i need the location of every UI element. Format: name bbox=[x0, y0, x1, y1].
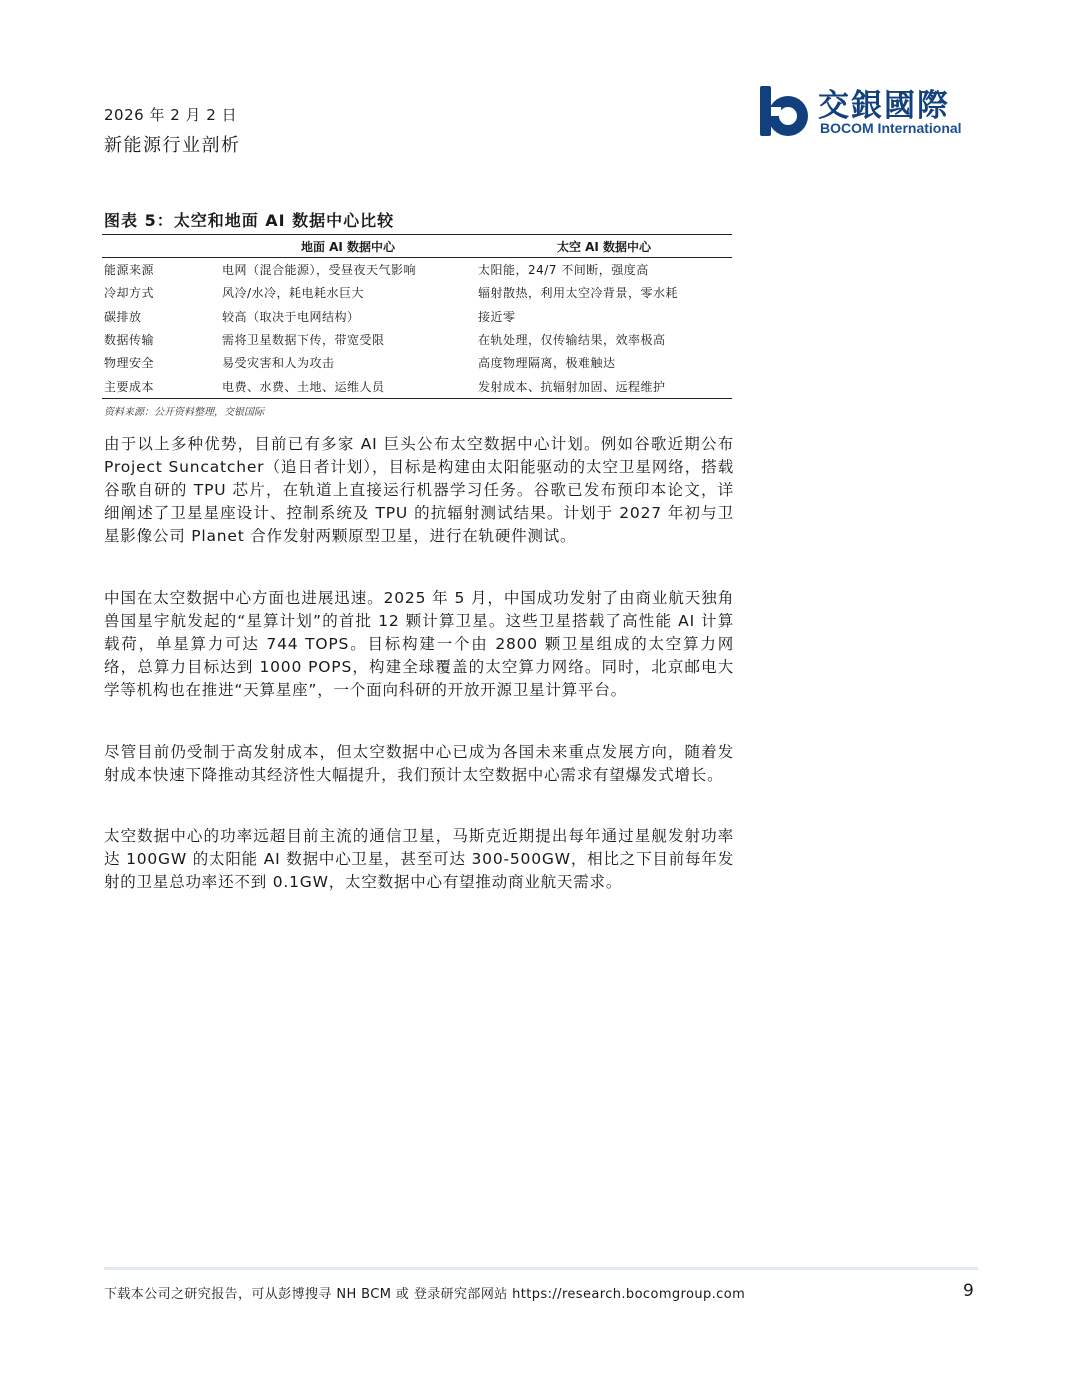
table-cell-space: 发射成本、抗辐射加固、远程维护 bbox=[476, 374, 732, 398]
report-title: 新能源行业剖析 bbox=[104, 135, 241, 156]
table-row bbox=[102, 351, 732, 374]
figure-title: 图表 5：太空和地面 AI 数据中心比较 bbox=[104, 211, 395, 230]
page-number: 9 bbox=[963, 1281, 974, 1301]
table-cell-ground: 电网（混合能源），受昼夜天气影响 bbox=[222, 263, 417, 278]
table-cell-category: 数据传输 bbox=[104, 333, 155, 348]
table-header-category bbox=[102, 235, 220, 258]
table-cell-ground: 风冷/水冷，耗电耗水巨大 bbox=[222, 286, 365, 301]
table-row bbox=[102, 328, 732, 351]
table-header-ground: 地面 AI 数据中心 bbox=[220, 235, 476, 258]
table-cell-space: 在轨处理，仅传输结果，效率极高 bbox=[478, 333, 666, 348]
table-cell-category: 能源来源 bbox=[104, 263, 155, 278]
body-paragraph-1: 由于以上多种优势，目前已有多家 AI 巨头公布太空数据中心计划。例如谷歌近期公布 Project Suncatcher（追日者计划），目标是构建由太阳能驱动的太空卫星网络，搭载谷歌自研的 TPU 芯片，在轨道上直接运行机器学习任务。谷歌已发布预印本论文，详细阐述了卫星星座设计、控制系统及 TPU 的抗辐射测试结果。计划于 2027 年初与卫星影像公司 Planet 合作发射两颗原型卫星，进行在轨硬件测试。 bbox=[104, 435, 734, 545]
body-paragraph-4: 太空数据中心的功率远超目前主流的通信卫星，马斯克近期提出每年通过星舰发射功率达 100GW 的太阳能 AI 数据中心卫星，甚至可达 300-500GW，相比之下目前每年发射的卫星总功率还不到 0.1GW，太空数据中心有望推动商业航天需求。 bbox=[104, 827, 734, 891]
table-cell-category: 物理安全 bbox=[104, 356, 155, 371]
logo-chinese-name: 交銀國際 bbox=[818, 88, 950, 124]
comparison-table bbox=[102, 234, 732, 399]
table-row bbox=[102, 258, 732, 282]
footer-divider bbox=[104, 1267, 978, 1270]
bocom-logo bbox=[754, 78, 980, 142]
table-row bbox=[102, 305, 732, 328]
table-cell-category: 主要成本 bbox=[102, 374, 220, 398]
table-header-row bbox=[102, 235, 732, 258]
table-cell-space: 辐射散热，利用太空冷背景，零水耗 bbox=[478, 286, 679, 301]
table-cell-category: 碳排放 bbox=[104, 309, 142, 324]
table-cell-ground: 易受灾害和人为攻击 bbox=[222, 356, 335, 371]
table-row bbox=[102, 281, 732, 304]
table-source-note: 资料来源：公开资料整理，交银国际 bbox=[104, 407, 264, 418]
table-row bbox=[102, 374, 732, 398]
table-cell-category: 冷却方式 bbox=[104, 286, 155, 301]
table-cell-ground: 电费、水费、土地、运维人员 bbox=[220, 374, 476, 398]
table-cell-ground: 需将卫星数据下传，带宽受限 bbox=[222, 333, 385, 348]
bocom-logo-icon bbox=[754, 78, 812, 142]
body-paragraph-3: 尽管目前仍受制于高发射成本，但太空数据中心已成为各国未来重点发展方向，随着发射成本快速下降推动其经济性大幅提升，我们预计太空数据中心需求有望爆发式增长。 bbox=[104, 743, 734, 784]
table-cell-space: 接近零 bbox=[478, 309, 516, 324]
logo-english-name: BOCOM International bbox=[820, 120, 962, 136]
table-cell-space: 高度物理隔离，极难触达 bbox=[478, 356, 616, 371]
table-cell-space: 太阳能，24/7 不间断，强度高 bbox=[478, 263, 649, 278]
footer-download-note: 下载本公司之研究报告，可从彭博搜寻 NH BCM 或 登录研究部网站 https://research.bocomgroup.com bbox=[104, 1287, 746, 1302]
report-date: 2026 年 2 月 2 日 bbox=[104, 106, 238, 124]
table-header-space: 太空 AI 数据中心 bbox=[476, 235, 732, 258]
table-cell-ground: 较高（取决于电网结构） bbox=[222, 309, 360, 324]
body-paragraph-2: 中国在太空数据中心方面也进展迅速。2025 年 5 月，中国成功发射了由商业航天独角兽国星宇航发起的“星算计划”的首批 12 颗计算卫星。这些卫星搭载了高性能 AI 计算载荷，单星算力可达 744 TOPS。目标构建一个由 2800 颗卫星组成的太空算力网络，总算力目标达到 1000 POPS，构建全球覆盖的太空算力网络。同时，北京邮电大学等机构也在推进“天算星座”，一个面向科研的开放开源卫星计算平台。 bbox=[104, 589, 734, 699]
